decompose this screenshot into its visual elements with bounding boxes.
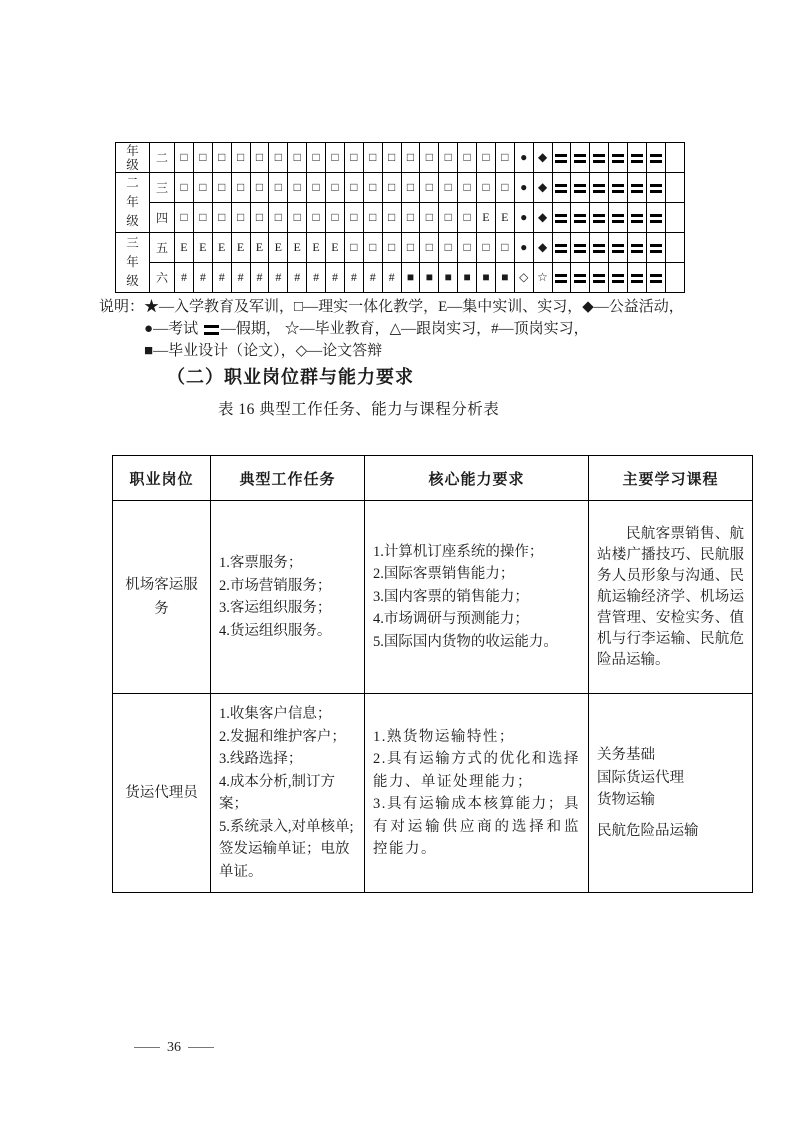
- schedule-table: [115, 142, 685, 293]
- schedule-cell: #: [231, 263, 250, 293]
- holiday-double-bar-icon: [650, 244, 662, 253]
- schedule-cell: □: [477, 173, 496, 203]
- legend-line: [144, 318, 684, 340]
- schedule-cell: [628, 173, 647, 203]
- schedule-cell: □: [269, 173, 288, 203]
- year-label-text: [116, 174, 149, 231]
- holiday-double-bar-icon: [631, 214, 643, 223]
- course-item: 货物运输: [597, 792, 655, 808]
- holiday-double-bar-icon: [574, 214, 586, 223]
- holiday-double-bar-icon: [593, 154, 605, 163]
- legend-text: ■—毕业设计（论文），◇—论文答辩: [144, 343, 383, 359]
- legend-label: 说明：: [99, 299, 145, 315]
- schedule-cell: □: [420, 173, 439, 203]
- schedule-cell: E: [477, 203, 496, 233]
- schedule-cell: □: [288, 203, 307, 233]
- page-number: [127, 1040, 221, 1056]
- page-number-value: 36: [167, 1040, 181, 1055]
- schedule-cell: □: [231, 173, 250, 203]
- year-label-char: 年: [126, 255, 139, 269]
- schedule-cell: [552, 143, 571, 173]
- schedule-row: [116, 233, 685, 263]
- schedule-cell: E: [193, 233, 212, 263]
- schedule-cell: [571, 233, 590, 263]
- schedule-cell: □: [344, 203, 363, 233]
- task-item: 2.发掘和维护客户；: [219, 728, 346, 745]
- schedule-cell: □: [307, 173, 326, 203]
- holiday-double-bar-icon: [593, 274, 605, 283]
- schedule-cell: □: [439, 143, 458, 173]
- schedule-cell: ●: [514, 233, 533, 263]
- schedule-cell: □: [382, 143, 401, 173]
- year-label-char: 年: [126, 143, 139, 158]
- schedule-cell: □: [477, 143, 496, 173]
- schedule-cell: [552, 173, 571, 203]
- schedule-cell: □: [326, 173, 345, 203]
- year-label-char: 级: [126, 274, 139, 288]
- task-item: 1.收集客户信息；: [219, 706, 332, 722]
- schedule-cell: [609, 173, 628, 203]
- schedule-cell: E: [307, 233, 326, 263]
- page-number-dash-right-icon: [188, 1047, 214, 1048]
- schedule-cell: ■: [420, 263, 439, 293]
- ability-item: 3.具有运输成本核算能力；具有对运输供应商的选择和监控能力。: [373, 796, 580, 857]
- schedule-cell: ●: [514, 143, 533, 173]
- holiday-double-bar-icon: [631, 274, 643, 283]
- column-header: 典型工作任务: [211, 456, 365, 501]
- schedule-cell: [609, 143, 628, 173]
- main-courses-cell: [589, 501, 753, 694]
- schedule-cell: □: [307, 143, 326, 173]
- schedule-cell: □: [212, 173, 231, 203]
- holiday-double-bar-icon: [612, 184, 624, 193]
- year-label-char: 三: [126, 236, 139, 250]
- schedule-cell: [665, 143, 684, 173]
- task-item: 4.货运组织服务。: [219, 622, 332, 639]
- schedule-cell: □: [231, 203, 250, 233]
- year-label-char: 级: [126, 214, 139, 228]
- schedule-cell: ■: [439, 263, 458, 293]
- schedule-cell: □: [269, 143, 288, 173]
- holiday-double-bar-icon: [631, 244, 643, 253]
- schedule-cell: □: [193, 173, 212, 203]
- holiday-double-bar-icon: [574, 274, 586, 283]
- schedule-cell: ■: [477, 263, 496, 293]
- schedule-cell: [665, 233, 684, 263]
- holiday-double-bar-icon: [593, 214, 605, 223]
- schedule-cell: □: [439, 173, 458, 203]
- schedule-cell: □: [175, 143, 194, 173]
- column-header: 核心能力要求: [365, 456, 589, 501]
- holiday-double-bar-icon: [650, 184, 662, 193]
- task-item: 4.成本分析,制订方案；: [219, 773, 335, 812]
- schedule-cell: □: [250, 173, 269, 203]
- table-caption: 表 16 典型工作任务、能力与课程分析表: [218, 401, 500, 418]
- schedule-cell: □: [363, 173, 382, 203]
- schedule-cell: □: [250, 143, 269, 173]
- legend-text: ●—考试: [144, 321, 202, 337]
- task-item: 2.市场营销服务；: [219, 577, 332, 594]
- ability-item: 2.具有运输方式的优化和选择能力、单证处理能力；: [373, 751, 580, 790]
- schedule-cell: □: [326, 203, 345, 233]
- column-header: 主要学习课程: [589, 456, 753, 501]
- schedule-cell: [628, 263, 647, 293]
- schedule-legend: [99, 296, 684, 362]
- course-item: 民航危险品运输: [597, 822, 699, 839]
- job-position-cell: 机场客运服务: [113, 501, 211, 694]
- year-label-text: [116, 144, 149, 172]
- holiday-double-bar-icon: [650, 154, 662, 163]
- schedule-cell: □: [363, 203, 382, 233]
- schedule-cell: □: [250, 203, 269, 233]
- schedule-cell: [609, 203, 628, 233]
- section-heading: （二）职业岗位群与能力要求: [167, 367, 414, 387]
- schedule-cell: □: [307, 203, 326, 233]
- schedule-cell: [552, 203, 571, 233]
- schedule-cell: □: [288, 173, 307, 203]
- analysis-table: [112, 455, 753, 893]
- schedule-cell: #: [344, 263, 363, 293]
- schedule-cell: [590, 173, 609, 203]
- schedule-cell: E: [250, 233, 269, 263]
- schedule-cell: E: [175, 233, 194, 263]
- year-label-char: 级: [126, 157, 139, 172]
- legend-line: [144, 340, 684, 362]
- schedule-cell: □: [193, 203, 212, 233]
- schedule-cell: [646, 173, 665, 203]
- schedule-cell: □: [212, 203, 231, 233]
- schedule-cell: [590, 143, 609, 173]
- year-label-char: 二: [126, 176, 139, 190]
- schedule-cell: □: [326, 143, 345, 173]
- schedule-cell: □: [458, 143, 477, 173]
- schedule-cell: [609, 263, 628, 293]
- schedule-cell: □: [439, 203, 458, 233]
- ability-item: 5.国际国内货物的收运能力。: [373, 633, 558, 650]
- holiday-double-bar-icon: [612, 244, 624, 253]
- ability-item: 2.国际客票销售能力；: [373, 566, 515, 583]
- schedule-cell: □: [269, 203, 288, 233]
- holiday-double-bar-icon: [593, 184, 605, 193]
- schedule-cell: □: [439, 233, 458, 263]
- schedule-cell: [571, 263, 590, 293]
- schedule-cell: ■: [401, 263, 420, 293]
- holiday-double-bar-icon: [612, 154, 624, 163]
- schedule-cell: [609, 233, 628, 263]
- schedule-cell: ■: [495, 263, 514, 293]
- schedule-cell: E: [326, 233, 345, 263]
- schedule-cell: [590, 203, 609, 233]
- schedule-cell: ◆: [533, 233, 552, 263]
- schedule-cell: [628, 203, 647, 233]
- schedule-cell: ☆: [533, 263, 552, 293]
- schedule-cell: □: [193, 143, 212, 173]
- legend-text: —假期， ☆—毕业教育，△—跟岗实习，#—顶岗实习，: [220, 321, 589, 337]
- schedule-cell: [628, 233, 647, 263]
- schedule-cell: [571, 173, 590, 203]
- schedule-cell: □: [382, 233, 401, 263]
- holiday-double-bar-icon: [555, 214, 567, 223]
- schedule-cell: □: [495, 173, 514, 203]
- year-label-char: 年: [126, 195, 139, 209]
- schedule-cell: #: [363, 263, 382, 293]
- holiday-double-bar-icon: [593, 244, 605, 253]
- holiday-double-bar-icon: [574, 244, 586, 253]
- schedule-cell: #: [175, 263, 194, 293]
- schedule-cell: [665, 203, 684, 233]
- schedule-cell: □: [175, 173, 194, 203]
- schedule-cell: E: [288, 233, 307, 263]
- term-label: 五: [150, 233, 175, 263]
- term-label: 六: [150, 263, 175, 293]
- schedule-cell: □: [401, 233, 420, 263]
- term-label: 二: [150, 143, 175, 173]
- schedule-cell: ◆: [533, 143, 552, 173]
- schedule-cell: [628, 143, 647, 173]
- schedule-cell: □: [382, 173, 401, 203]
- holiday-double-bar-icon: [555, 184, 567, 193]
- schedule-cell: [571, 203, 590, 233]
- schedule-cell: #: [269, 263, 288, 293]
- schedule-cell: #: [212, 263, 231, 293]
- table-row: [113, 694, 753, 893]
- schedule-cell: ◆: [533, 203, 552, 233]
- schedule-cell: □: [363, 143, 382, 173]
- schedule-cell: □: [477, 233, 496, 263]
- typical-tasks-cell: [211, 501, 365, 694]
- task-item: 3.线路选择；: [219, 751, 303, 767]
- schedule-cell: [590, 233, 609, 263]
- course-item: 关务基础: [597, 747, 655, 763]
- schedule-cell: □: [344, 233, 363, 263]
- schedule-cell: □: [495, 143, 514, 173]
- holiday-double-bar-icon: [574, 184, 586, 193]
- year-label-text: [116, 234, 149, 291]
- holiday-double-bar-icon: [650, 274, 662, 283]
- schedule-row: [116, 143, 685, 173]
- schedule-cell: #: [288, 263, 307, 293]
- schedule-cell: □: [344, 143, 363, 173]
- holiday-double-bar-icon: [555, 244, 567, 253]
- legend-lines: [144, 296, 684, 362]
- schedule-cell: □: [458, 233, 477, 263]
- schedule-cell: □: [344, 173, 363, 203]
- schedule-cell: □: [495, 233, 514, 263]
- schedule-row: [116, 263, 685, 293]
- page-number-dash-left-icon: [134, 1047, 160, 1048]
- schedule-cell: □: [420, 203, 439, 233]
- schedule-cell: □: [458, 203, 477, 233]
- schedule-cell: [590, 263, 609, 293]
- year-label: [116, 233, 150, 293]
- schedule-cell: #: [382, 263, 401, 293]
- schedule-cell: □: [458, 173, 477, 203]
- task-item: 1.客票服务；: [219, 555, 303, 571]
- task-item: 3.客运组织服务；: [219, 600, 332, 616]
- schedule-cell: [646, 263, 665, 293]
- core-abilities-cell: [365, 501, 589, 694]
- schedule-cell: E: [212, 233, 231, 263]
- schedule-cell: □: [363, 233, 382, 263]
- course-item: 国际货运代理: [597, 769, 684, 786]
- schedule-cell: [646, 233, 665, 263]
- schedule-cell: □: [175, 203, 194, 233]
- schedule-cell: □: [420, 233, 439, 263]
- schedule-cell: E: [269, 233, 288, 263]
- schedule-cell: ●: [514, 203, 533, 233]
- schedule-cell: ◇: [514, 263, 533, 293]
- term-label: 三: [150, 173, 175, 203]
- year-label: [116, 143, 150, 173]
- holiday-double-bar-icon: [555, 154, 567, 163]
- term-label: 四: [150, 203, 175, 233]
- schedule-cell: □: [401, 143, 420, 173]
- schedule-cell: ■: [458, 263, 477, 293]
- holiday-double-bar-icon: [631, 154, 643, 163]
- schedule-cell: [646, 143, 665, 173]
- holiday-double-bar-icon: [650, 214, 662, 223]
- schedule-cell: #: [326, 263, 345, 293]
- holiday-double-bar-icon: [612, 274, 624, 283]
- schedule-cell: □: [288, 143, 307, 173]
- courses-paragraph: 民航客票销售、航站楼广播技巧、民航服务人员形象与沟通、民航运输经济学、机场运营管理、安检实务、值机与行李运输、民航危险品运输。: [597, 525, 744, 668]
- schedule-cell: #: [250, 263, 269, 293]
- schedule-cell: □: [420, 143, 439, 173]
- ability-item: 1.计算机订座系统的操作；: [373, 543, 544, 560]
- job-position-cell: 货运代理员: [113, 694, 211, 893]
- main-courses-cell: [589, 694, 753, 893]
- schedule-cell: [571, 143, 590, 173]
- year-label: [116, 173, 150, 233]
- schedule-cell: □: [401, 173, 420, 203]
- schedule-cell: #: [307, 263, 326, 293]
- column-header: 职业岗位: [113, 456, 211, 501]
- schedule-cell: [665, 173, 684, 203]
- core-abilities-cell: [365, 694, 589, 893]
- schedule-cell: □: [231, 143, 250, 173]
- schedule-row: [116, 173, 685, 203]
- ability-item: 4.市场调研与预测能力；: [373, 611, 529, 628]
- task-item: 5.系统录入,对单核单;签发运输单证；电放单证。: [219, 818, 354, 880]
- legend-line: [144, 296, 684, 318]
- ability-item: 3.国内客票的销售能力；: [373, 588, 529, 605]
- schedule-cell: □: [382, 203, 401, 233]
- schedule-cell: ●: [514, 173, 533, 203]
- schedule-cell: E: [495, 203, 514, 233]
- table-row: [113, 501, 753, 694]
- schedule-cell: ◆: [533, 173, 552, 203]
- schedule-cell: □: [401, 203, 420, 233]
- schedule-cell: [646, 203, 665, 233]
- schedule-cell: [552, 263, 571, 293]
- holiday-double-bar-icon: [574, 154, 586, 163]
- schedule-cell: [552, 233, 571, 263]
- schedule-cell: #: [193, 263, 212, 293]
- schedule-cell: E: [231, 233, 250, 263]
- schedule-cell: □: [212, 143, 231, 173]
- typical-tasks-cell: [211, 694, 365, 893]
- holiday-double-bar-icon: [204, 325, 219, 335]
- holiday-double-bar-icon: [612, 214, 624, 223]
- holiday-double-bar-icon: [631, 184, 643, 193]
- ability-item: 1.熟货物运输特性；: [373, 728, 515, 745]
- schedule-row: [116, 203, 685, 233]
- holiday-double-bar-icon: [555, 274, 567, 283]
- schedule-cell: [665, 263, 684, 293]
- legend-text: ★—入学教育及军训，□—理实一体化教学，E—集中实训、实习，◆—公益活动，: [144, 299, 684, 315]
